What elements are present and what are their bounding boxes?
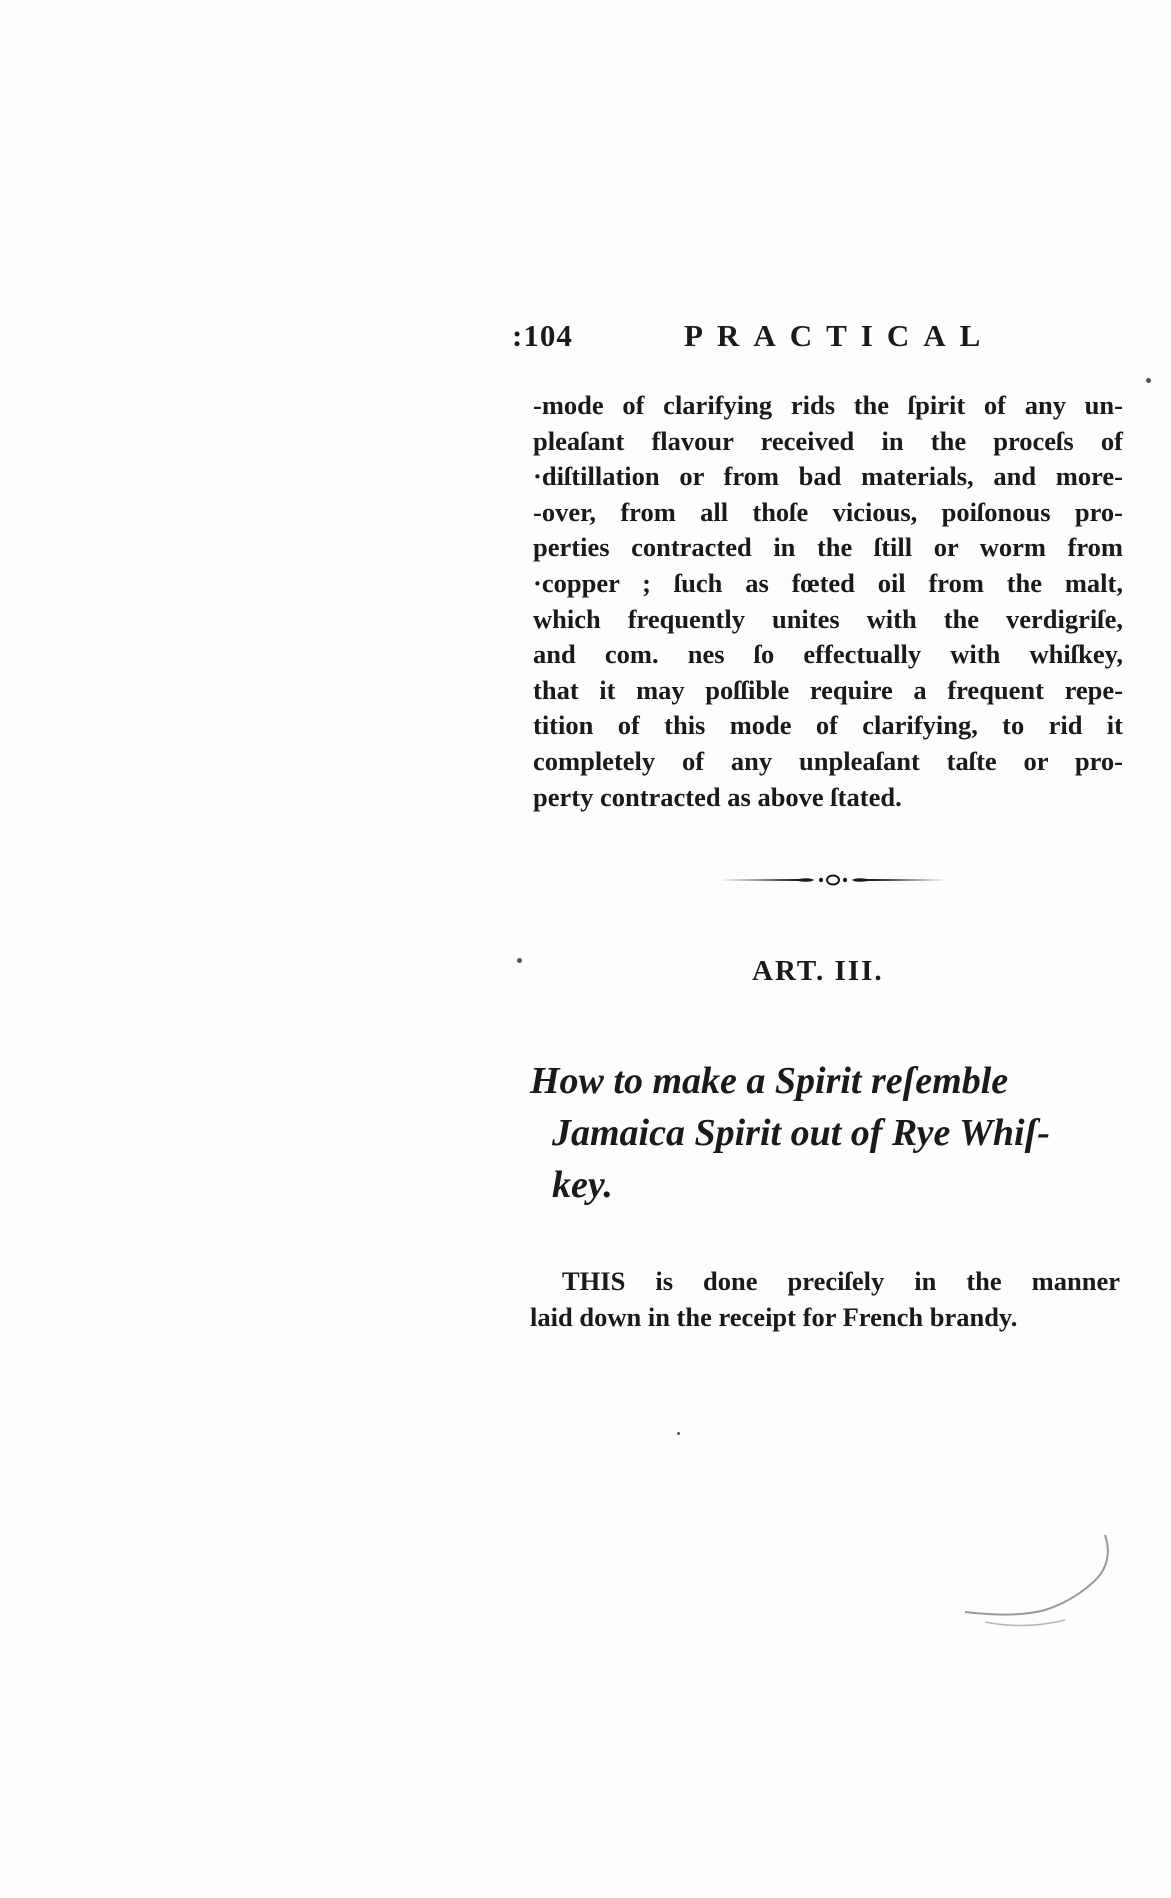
text-line: perties contracted in the ſtill or worm from — [533, 532, 1123, 563]
body-text — [533, 388, 1123, 815]
page-header — [512, 318, 1022, 362]
text-line: completely of any unpleaſant taſte or pro- — [533, 745, 1123, 776]
text-line: which frequently unites with the verdigriſe, — [533, 603, 1123, 634]
pencil-mark — [955, 1530, 1125, 1640]
article-heading: ART. III. — [752, 955, 884, 987]
article-title — [530, 1055, 1130, 1211]
running-head: PRACTICAL — [684, 318, 995, 353]
text-line: -mode of clarifying rids the ſpirit of any un- — [533, 390, 1123, 420]
paragraph — [530, 1264, 1120, 1335]
page-number: :104 — [512, 318, 573, 353]
text-line: tition of this mode of clarifying, to rid it — [533, 710, 1123, 741]
text-line: ·copper ; ſuch as fœted oil from the malt, — [533, 567, 1123, 598]
text-line: laid down in the receipt for French brandy. — [530, 1301, 1018, 1332]
text-line: and com. nes ſo effectually with whiſkey, — [533, 639, 1123, 670]
text-line: THIS is done preciſely in the manner — [562, 1266, 1120, 1296]
title-line: Jamaica Spirit out of Rye Whiſ- — [552, 1112, 1050, 1154]
ornament-divider — [718, 868, 948, 892]
text-line: ·diſtillation or from bad materials, and more- — [533, 461, 1123, 492]
title-line: How to make a Spirit reſemble — [530, 1060, 1009, 1102]
text-line: -over, from all thoſe vicious, poiſonous pro- — [533, 496, 1123, 527]
ink-speck — [517, 958, 522, 963]
title-line: key. — [552, 1164, 613, 1206]
ink-speck — [1146, 378, 1151, 383]
text-line: perty contracted as above ſtated. — [533, 781, 902, 812]
ink-speck — [677, 1432, 680, 1435]
text-line: pleaſant flavour received in the proceſs of — [533, 425, 1123, 456]
text-line: that it may poſſible require a frequent repe- — [533, 674, 1123, 705]
